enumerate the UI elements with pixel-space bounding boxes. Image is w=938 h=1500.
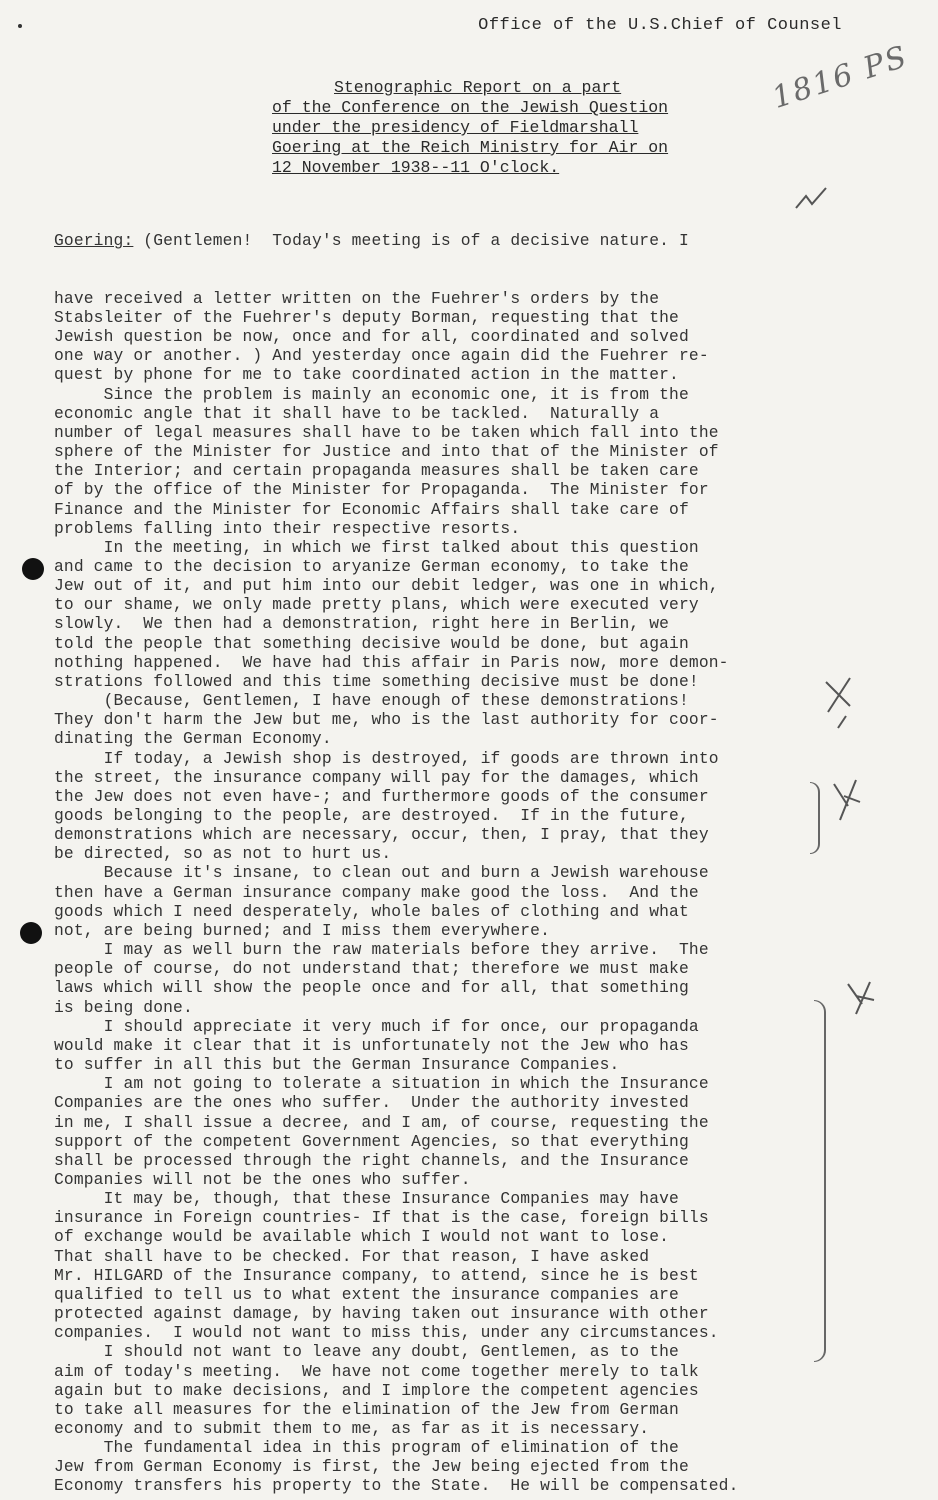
body-line: the Jew does not even have-; and furthermore goods of the consumer (54, 786, 709, 806)
body-line: protected against damage, by having taken out insurance with other (54, 1304, 709, 1324)
body-line: goods which I need desperately, whole bales of clothing and what (54, 901, 689, 921)
office-header: Office of the U.S.Chief of Counsel (478, 16, 842, 35)
body-line: Companies are the ones who suffer. Under the authority invested (54, 1093, 689, 1113)
body-line: laws which will show the people once and for all, that something (54, 978, 689, 998)
body-line: It may be, though, that these Insurance Companies may have (54, 1189, 679, 1209)
body-line: would make it clear that it is unfortunately not the Jew who has (54, 1035, 689, 1055)
body-line: nothing happened. We have had this affair in Paris now, more demon- (54, 652, 729, 672)
body-line: of exchange would be available which I would not want to lose. (54, 1227, 670, 1247)
body-line: the street, the insurance company will pay for the damages, which (54, 767, 699, 787)
title-line: Stenographic Report on a part (334, 78, 622, 97)
body-line: dinating the German Economy. (54, 729, 332, 749)
margin-bracket (810, 782, 820, 854)
body-line: to suffer in all this but the German Insurance Companies. (54, 1055, 620, 1075)
corner-mark (18, 24, 22, 28)
body-line: again but to make decisions, and I implore the competent agencies (54, 1380, 699, 1400)
body-line: support of the competent Government Agencies, so that everything (54, 1131, 689, 1151)
body-line: I am not going to tolerate a situation in which the Insurance (54, 1074, 709, 1094)
body-line: Jew out of it, and put him into our debit ledger, was one in which, (54, 576, 719, 596)
margin-check-mark (826, 776, 866, 826)
body-line: Stabsleiter of the Fuehrer's deputy Borman, requesting that the (54, 307, 679, 327)
margin-check-mark (792, 186, 832, 216)
body-line: in me, I shall issue a decree, and I am, of course, requesting the (54, 1112, 709, 1132)
report-body (54, 193, 844, 1496)
body-line: companies. I would not want to miss this, under any circumstances. (54, 1323, 719, 1343)
body-line: sphere of the Minister for Justice and into that of the Minister of (54, 442, 719, 462)
body-line: Since the problem is mainly an economic one, it is from the (54, 384, 689, 404)
body-line: strations followed and this time something decisive must be done! (54, 671, 699, 691)
body-line: of by the office of the Minister for Propaganda. The Minister for (54, 480, 709, 500)
report-title (272, 78, 742, 178)
title-line: of the Conference on the Jewish Question (272, 98, 669, 117)
body-line: have received a letter written on the Fuehrer's orders by the (54, 288, 660, 308)
body-line: one way or another. ) And yesterday once again did the Fuehrer re- (54, 346, 709, 366)
margin-check-mark (820, 672, 860, 732)
body-line: people of course, do not understand that; therefore we must make (54, 959, 689, 979)
body-line: Finance and the Minister for Economic Affairs shall take care of (54, 499, 689, 519)
body-line: shall be processed through the right channels, and the Insurance (54, 1150, 689, 1170)
title-line: under the presidency of Fieldmarshall (272, 118, 639, 137)
body-line: That shall have to be checked. For that reason, I have asked (54, 1246, 650, 1266)
body-line: insurance in Foreign countries- If that is the case, foreign bills (54, 1208, 709, 1228)
body-line: (Because, Gentlemen, I have enough of these demonstrations! (54, 691, 689, 711)
body-line: then have a German insurance company make good the loss. And the (54, 882, 699, 902)
body-line: problems falling into their respective resorts. (54, 518, 521, 538)
body-line: Economy transfers his property to the State. He will be compensated. (54, 1476, 739, 1496)
body-line: Mr. HILGARD of the Insurance company, to attend, since he is best (54, 1265, 699, 1285)
body-line: Jewish question be now, once and for all, coordinated and solved (54, 327, 689, 347)
margin-check-mark (840, 978, 880, 1018)
margin-bracket (814, 1000, 826, 1362)
body-line: and came to the decision to aryanize German economy, to take the (54, 556, 689, 576)
body-line: aim of today's meeting. We have not come together merely to talk (54, 1361, 699, 1381)
body-line: told the people that something decisive would be done, but again (54, 633, 689, 653)
body-line: Because it's insane, to clean out and burn a Jewish warehouse (54, 863, 709, 883)
body-line: qualified to tell us to what extent the insurance companies are (54, 1284, 679, 1304)
handwritten-document-number: 1816 PS (768, 39, 913, 116)
body-line: They don't harm the Jew but me, who is the last authority for coor- (54, 710, 719, 730)
body-line: If today, a Jewish shop is destroyed, if goods are thrown into (54, 748, 719, 768)
body-line: I may as well burn the raw materials before they arrive. The (54, 940, 709, 960)
title-line: Goering at the Reich Ministry for Air on (272, 138, 669, 157)
body-line: The fundamental idea in this program of elimination of the (54, 1438, 679, 1458)
body-line: I should not want to leave any doubt, Gentlemen, as to the (54, 1342, 679, 1362)
body-line: quest by phone for me to take coordinated action in the matter. (54, 365, 679, 385)
body-line: I should appreciate it very much if for once, our propaganda (54, 1016, 699, 1036)
punch-hole (20, 922, 42, 944)
body-line: not, are being burned; and I miss them everywhere. (54, 920, 551, 940)
body-line: Jew from German Economy is first, the Jew being ejected from the (54, 1457, 689, 1477)
body-line: (Gentlemen! Today's meeting is of a decisive nature. I (133, 231, 689, 251)
speaker-label: Goering: (54, 231, 134, 251)
body-line: goods belonging to the people, are destroyed. If in the future, (54, 806, 689, 825)
body-line: number of legal measures shall have to be taken which fall into the (54, 422, 719, 442)
body-line: is being done. (54, 997, 193, 1017)
body-line: slowly. We then had a demonstration, right here in Berlin, we (54, 614, 670, 634)
body-line: economy and to submit them to me, as far as it is necessary. (54, 1419, 650, 1438)
body-line: the Interior; and certain propaganda measures shall be taken care (54, 461, 699, 481)
title-line: 12 November 1938--11 O'clock. (272, 158, 560, 177)
body-line: be directed, so as not to hurt us. (54, 844, 392, 864)
body-line-first (54, 231, 844, 250)
body-line: to our shame, we only made pretty plans, which were executed very (54, 595, 699, 615)
body-line: In the meeting, in which we first talked about this question (54, 537, 699, 557)
body-line: demonstrations which are necessary, occur, then, I pray, that they (54, 825, 709, 845)
body-line: economic angle that it shall have to be tackled. Naturally a (54, 403, 660, 423)
punch-hole (22, 558, 44, 580)
body-line: to take all measures for the elimination of the Jew from German (54, 1399, 679, 1419)
body-line: Companies will not be the ones who suffer. (54, 1169, 471, 1189)
